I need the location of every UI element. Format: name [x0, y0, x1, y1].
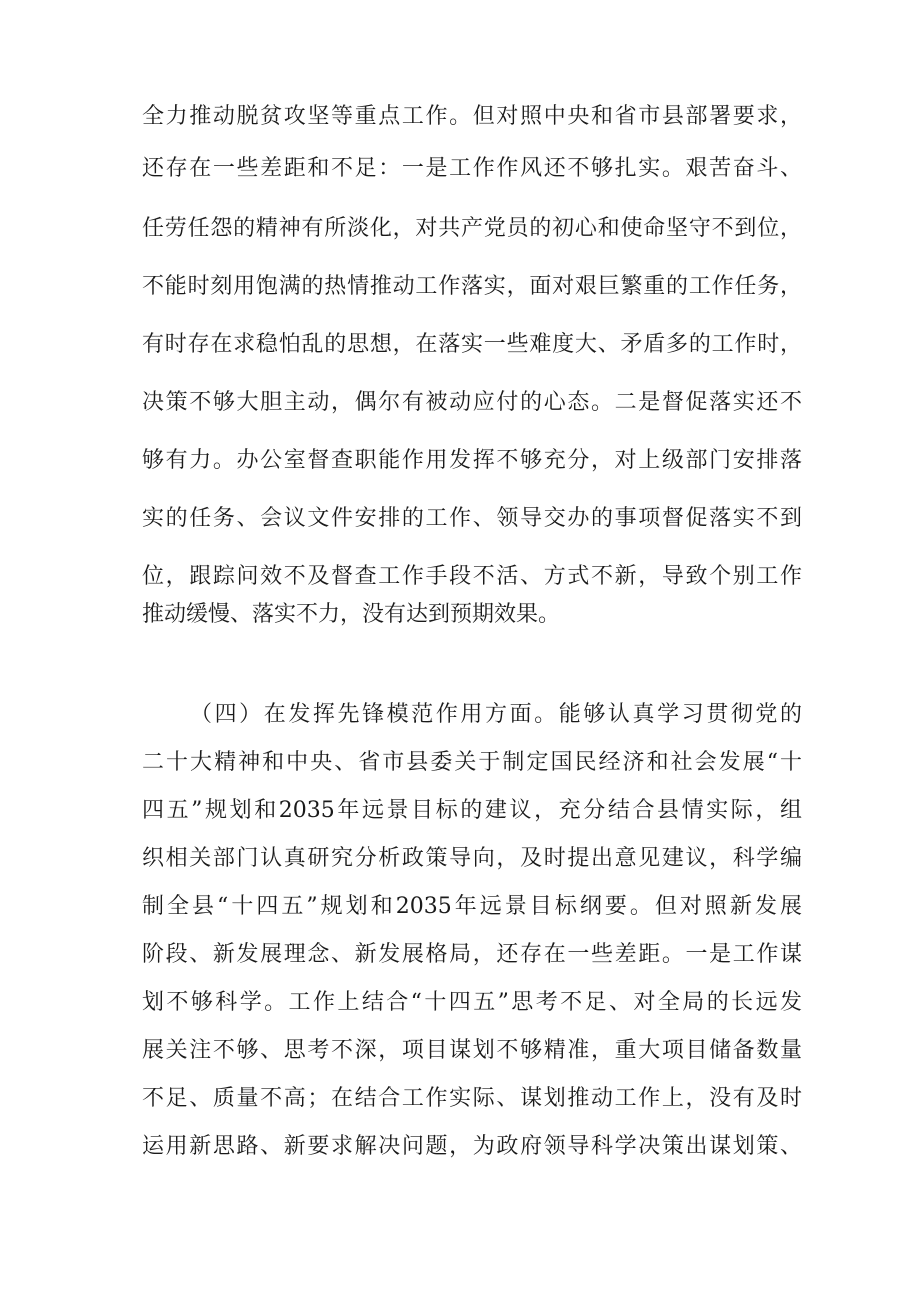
text-line: 阶段、新发展理念、新发展格局，还存在一些差距。一是工作谋	[142, 942, 802, 967]
text-line: 位，跟踪问效不及督查工作手段不活、方式不新，导致个别工作	[142, 564, 802, 589]
text-line: （四）在发挥先锋模范作用方面。能够认真学习贯彻党的	[190, 702, 802, 727]
text-line: 划不够科学。工作上结合“十四五”思考不足、对全局的长远发	[142, 990, 802, 1015]
text-line: 四五”规划和2035年远景目标的建议，充分结合县情实际，组	[142, 798, 802, 823]
text-line: 制全县“十四五”规划和2035年远景目标纲要。但对照新发展	[142, 894, 802, 919]
text-line: 还存在一些差距和不足：一是工作作风还不够扎实。艰苦奋斗、	[142, 156, 802, 181]
text-line: 决策不够大胆主动，偶尔有被动应付的心态。二是督促落实还不	[142, 390, 802, 415]
text-line: 任劳任怨的精神有所淡化，对共产党员的初心和使命坚守不到位，	[142, 216, 802, 241]
text-line: 有时存在求稳怕乱的思想，在落实一些难度大、矛盾多的工作时，	[142, 332, 802, 357]
text-line: 不能时刻用饱满的热情推动工作落实，面对艰巨繁重的工作任务，	[142, 274, 802, 299]
text-line: 织相关部门认真研究分析政策导向，及时提出意见建议，科学编	[142, 846, 802, 871]
text-line: 不足、质量不高；在结合工作实际、谋划推动工作上，没有及时	[142, 1086, 802, 1111]
text-line: 展关注不够、思考不深，项目谋划不够精准，重大项目储备数量	[142, 1038, 802, 1063]
text-line: 够有力。办公室督查职能作用发挥不够充分，对上级部门安排落	[142, 448, 802, 473]
text-line: 推动缓慢、落实不力，没有达到预期效果。	[142, 602, 561, 627]
text-line: 实的任务、会议文件安排的工作、领导交办的事项督促落实不到	[142, 506, 802, 531]
text-line: 二十大精神和中央、省市县委关于制定国民经济和社会发展“十	[142, 750, 802, 775]
text-line: 全力推动脱贫攻坚等重点工作。但对照中央和省市县部署要求，	[142, 104, 802, 129]
text-line: 运用新思路、新要求解决问题，为政府领导科学决策出谋划策、	[142, 1134, 802, 1159]
